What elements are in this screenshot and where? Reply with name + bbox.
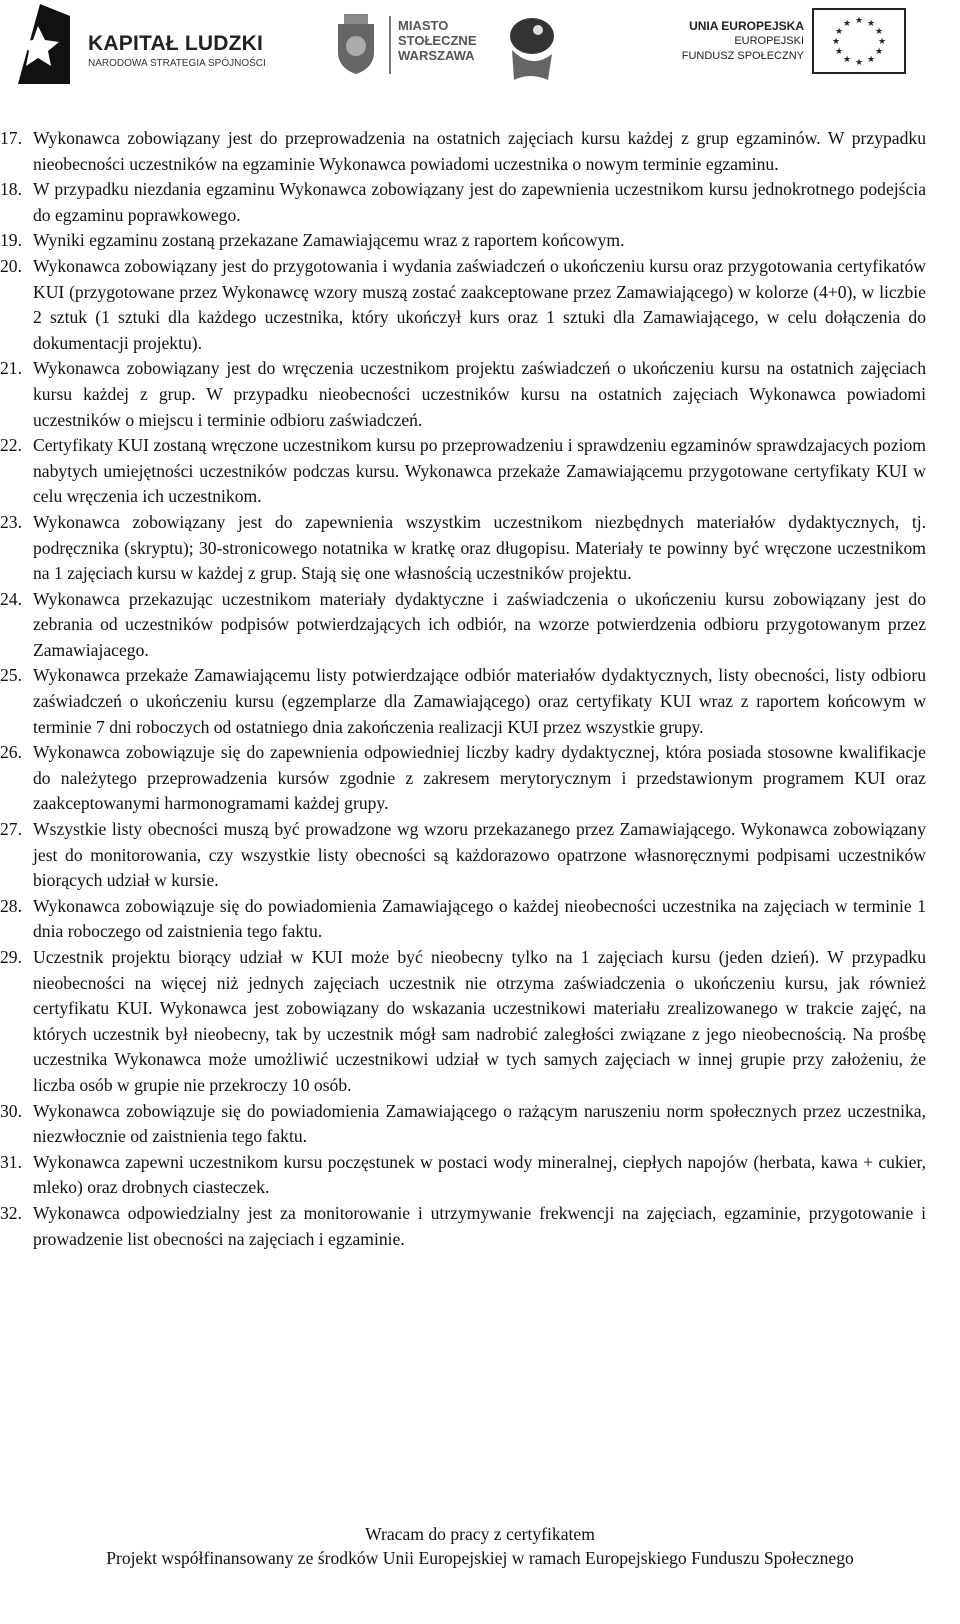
eu-flag-icon xyxy=(812,8,906,74)
list-item-text: Wykonawca zobowiązany jest do zapewnienia wszystkim uczestnikom niezbędnych materiałów dydaktycznych, tj. podręcznika (skryptu); 30-stronicowego notatnika w kratkę oraz długopisu. Materiały te powinny być wręczone uczestnikom na 1 zajęciach kursu w każdej z grup. Stają się one własnością uczestników projektu. xyxy=(33,511,926,584)
eu-line-1: UNIA EUROPEJSKA xyxy=(689,19,804,33)
eu-line-2: EUROPEJSKI xyxy=(734,35,804,47)
list-item xyxy=(0,254,960,356)
list-item-text: Wykonawca przekazując uczestnikom materiały dydaktyczne i zaświadczenia o ukończeniu kursu zobowiązany jest do zebrania od uczestników podpisów potwierdzających ich odbiór, na wzorze potwierdzenia odbioru przygotowanym przez Zamawiajacego. xyxy=(33,588,926,660)
list-item-text: Wykonawca zobowiązany jest do przygotowania i wydania zaświadczeń o ukończeniu kursu oraz przygotowania certyfikatów KUI (przygotowane przez Wykonawcę wzory muszą zostać zaakceptowane przez Zamawiającego) w kolorze (4+0), w liczbie 2 sztuk (1 sztuki dla każdego uczestnika, który ukończył kurs oraz 1 sztuki dla Zamawiającego, w celu dołączenia do dokumentacji projektu). xyxy=(33,255,926,353)
list-item-number: 22. xyxy=(0,435,22,456)
kapital-ludzki-emblem-icon xyxy=(18,4,70,84)
list-item-text: Wykonawca odpowiedzialny jest za monitorowanie i utrzymywanie frekwencji na zajęciach, egzaminie, przygotowanie i prowadzenie list obecności na zajęciach i egzaminie. xyxy=(33,1202,926,1249)
list-item-text: Certyfikaty KUI zostaną wręczone uczestnikom kursu po przeprowadzeniu i sprawdzeniu egzaminów sprawdzajacych poziom nabytych umiejętności uczestników podczas kursu. Wykonawca przekaże Zamawiającemu przygotowane certyfikaty KUI w celu wręczenia ich uczestnikom. xyxy=(33,435,926,507)
list-item xyxy=(0,894,960,945)
list-item-text: Wykonawca zobowiązany jest do przeprowadzenia na ostatnich zajęciach kursu każdej z grup egzaminów. W przypadku nieobecności uczestników na egzaminie Wykonawca powiadomi uczestnika o nowym terminie egzaminu. xyxy=(33,128,926,174)
numbered-list xyxy=(0,126,960,1252)
svg-text:★: ★ xyxy=(834,47,844,57)
eu-line-3: FUNDUSZ SPOŁECZNY xyxy=(681,50,804,62)
list-item-text: Wszystkie listy obecności muszą być prowadzone wg wzoru przekazanego przez Zamawiającego. Wykonawca zobowiązany jest do monitorowania, czy wszystkie listy obecności są każdorazowo opatrzone własnoręcznymi podpisami uczestników biorących udział w kursie. xyxy=(33,819,926,891)
list-item-number: 17. xyxy=(0,128,22,148)
list-item-number: 31. xyxy=(0,1151,22,1172)
list-item-number: 27. xyxy=(0,819,22,840)
footer-project-title: Wracam do pracy z certyfikatem xyxy=(365,1524,595,1544)
list-item-number: 18. xyxy=(0,179,22,200)
svg-text:★: ★ xyxy=(831,37,841,47)
svg-text:★: ★ xyxy=(842,55,852,65)
svg-text:★: ★ xyxy=(874,47,884,57)
list-item xyxy=(0,740,960,817)
svg-text:★: ★ xyxy=(874,27,884,37)
list-item xyxy=(0,945,960,1099)
list-item-number: 23. xyxy=(0,511,22,532)
eu-flag xyxy=(812,8,906,74)
svg-text:★: ★ xyxy=(877,37,887,47)
svg-text:★: ★ xyxy=(854,16,864,26)
warsaw-name xyxy=(398,18,477,63)
list-item-text: Wykonawca zobowiązuje się do zapewnienia odpowiedniej liczby kadry dydaktycznej, która posiada stosowne kwalifikacje do należytego przeprowadzenia kursów zgodnie z zakresem merytorycznym i przedstawionym programem KUI oraz zaakceptowanymi harmonogramami każdej grupy. xyxy=(33,742,926,814)
list-item-number: 30. xyxy=(0,1100,22,1121)
eu-text-logo xyxy=(674,18,804,64)
svg-text:★: ★ xyxy=(866,55,876,65)
logo-header xyxy=(0,0,960,90)
list-item xyxy=(0,817,960,894)
svg-text:★: ★ xyxy=(834,27,844,37)
list-item-text: Uczestnik projektu biorący udział w KUI może być nieobecny tylko na 1 zajęciach kursu (jeden dzień). W przypadku nieobecności na więcej niż jednych zajęciach uczestnik nie otrzyma zaświadczenia o ukończeniu kursu, jak również certyfikatu KUI. Wykonawca jest zobowiązany do wskazania uczestnikowi materiału zrealizowanego w trakcie zajęć, na których uczestnik był nieobecny, tak by uczestnik mógł sam nadrobić zaległości związane z jego nieobecnością. Na prośbę uczestnika Wykonawca może umożliwić uczestnikowi udział w tych samych zajęciach w innej grupie przy założeniu, że liczba osób w grupie nie przekroczy 10 osób. xyxy=(33,947,926,1095)
list-item xyxy=(0,587,960,664)
list-item-number: 29. xyxy=(0,947,22,967)
list-item-text: Wykonawca przekaże Zamawiającemu listy potwierdzające odbiór materiałów dydaktycznych, listy obecności, listy odbioru zaświadczeń o ukończeniu kursu (egzemplarze dla Zamawiającego) oraz certyfikaty KUI wraz z raportem końcowym w terminie 7 dni roboczych od ostatniego dnia zakończenia realizacji KUI przez wszystkie grupy. xyxy=(33,665,926,737)
list-item-text: Wyniki egzaminu zostaną przekazane Zamawiającemu wraz z raportem końcowym. xyxy=(33,230,625,251)
list-item-number: 28. xyxy=(0,895,22,916)
list-item-text: Wykonawca zobowiązuje się do powiadomienia Zamawiającego o każdej nieobecności uczestnika na zajęciach w terminie 1 dnia roboczego od zaistnienia tego faktu. xyxy=(33,895,926,942)
list-item-text: Wykonawca zobowiązuje się do powiadomienia Zamawiającego o rażącym naruszeniu norm społecznych przez uczestnika, niezwłocznie od zaistnienia tego faktu. xyxy=(33,1100,926,1147)
mermaid-logo xyxy=(502,10,560,82)
list-item xyxy=(0,356,960,433)
list-item-number: 21. xyxy=(0,358,22,379)
kapital-ludzki-subtitle: NARODOWA STRATEGIA SPÓJNOŚCI xyxy=(88,58,266,69)
kapital-ludzki-title: KAPITAŁ LUDZKI xyxy=(88,32,264,55)
warsaw-divider xyxy=(389,16,391,74)
mermaid-icon xyxy=(502,10,560,82)
svg-text:★: ★ xyxy=(866,19,876,29)
list-item xyxy=(0,177,960,228)
list-item-number: 26. xyxy=(0,742,22,763)
list-item xyxy=(0,228,960,254)
warsaw-line-3: WARSZAWA xyxy=(398,48,475,63)
list-item xyxy=(0,663,960,740)
list-item-text: Wykonawca zobowiązany jest do wręczenia uczestnikom projektu zaświadczeń o ukończeniu kursu na ostatnich zajęciach kursu każdej z grup. W przypadku nieobecności uczestników kursu na ostatnich zajęciach Wykonawca powiadomi uczestników o miejscu i terminie odbioru zaświadczeń. xyxy=(33,358,926,430)
list-item-text: Wykonawca zapewni uczestnikom kursu poczęstunek w postaci wody mineralnej, ciepłych napojów (herbata, kawa + cukier, mleko) oraz drobnych ciasteczek. xyxy=(33,1151,926,1198)
footer-cofinancing-note: Projekt współfinansowany ze środków Unii Europejskiej w ramach Europejskiego Funduszu Społecznego xyxy=(106,1548,854,1568)
list-item xyxy=(0,126,960,177)
list-item xyxy=(0,1099,960,1150)
warsaw-crest-icon xyxy=(334,14,378,76)
list-item xyxy=(0,433,960,510)
warsaw-logo xyxy=(334,12,494,82)
page-footer xyxy=(0,1522,960,1570)
list-item-number: 24. xyxy=(0,588,22,609)
list-item-text: W przypadku niezdania egzaminu Wykonawca zobowiązany jest do zapewnienia uczestnikom kursu jednokrotnego podejścia do egzaminu poprawkowego. xyxy=(33,179,926,225)
list-item-number: 19. xyxy=(0,230,22,251)
svg-text:★: ★ xyxy=(854,58,864,68)
svg-text:★: ★ xyxy=(842,19,852,29)
list-item-number: 20. xyxy=(0,255,22,276)
list-item-number: 32. xyxy=(0,1202,22,1223)
warsaw-line-2: STOŁECZNE xyxy=(398,33,477,48)
list-item xyxy=(0,1150,960,1201)
list-item xyxy=(0,510,960,587)
list-item xyxy=(0,1201,960,1252)
list-item-number: 25. xyxy=(0,665,22,686)
kapital-ludzki-logo xyxy=(18,4,268,84)
warsaw-line-1: MIASTO xyxy=(398,18,449,33)
